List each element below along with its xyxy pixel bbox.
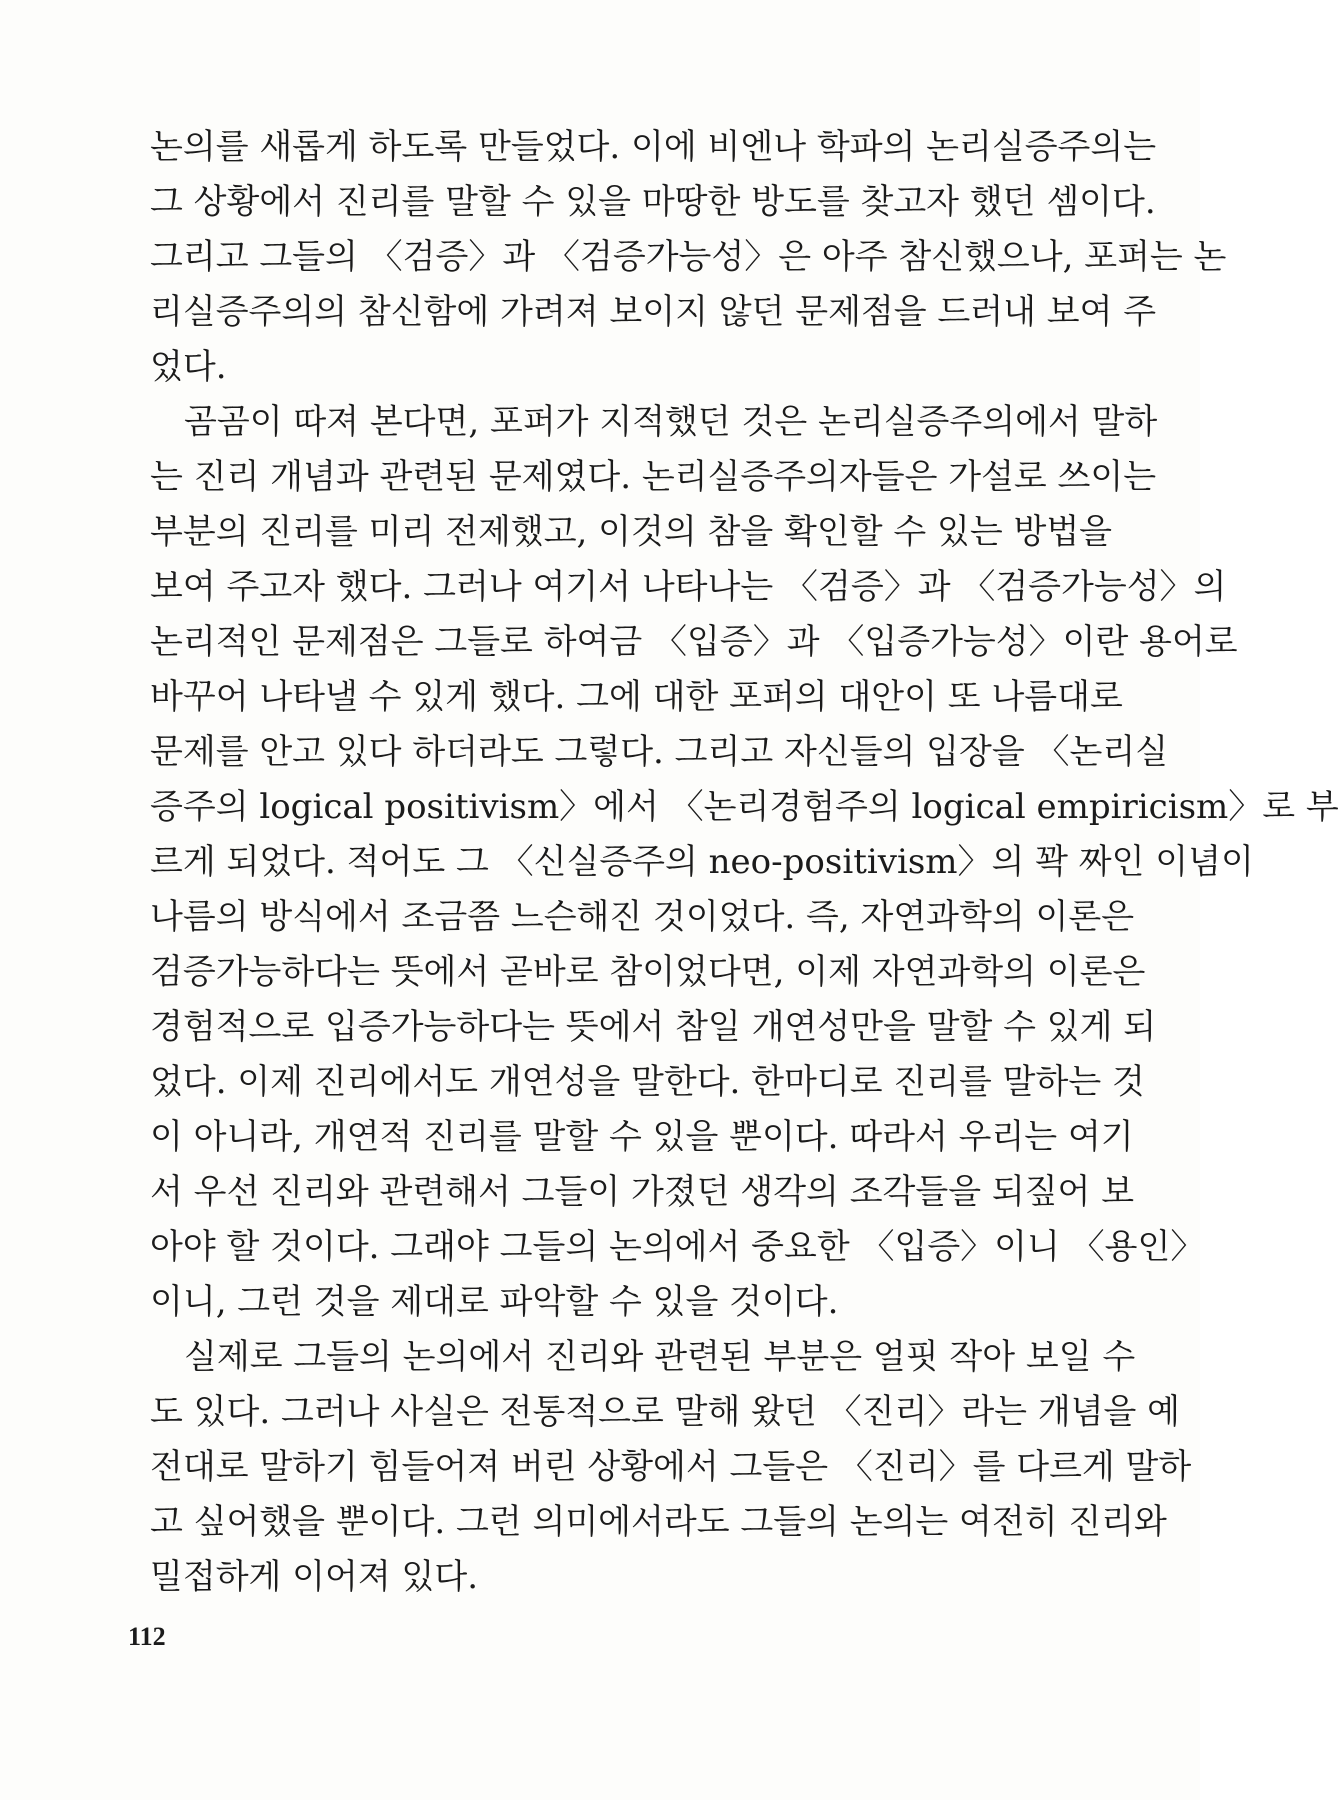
text-line: 그 상황에서 진리를 말할 수 있을 마땅한 방도를 찾고자 했던 셈이다.	[150, 182, 1156, 222]
text-line: 그리고 그들의 〈검증〉과 〈검증가능성〉은 아주 참신했으나, 포퍼는 논	[150, 237, 1227, 277]
text-line: 나름의 방식에서 조금쯤 느슨해진 것이었다. 즉, 자연과학의 이론은	[150, 897, 1135, 937]
text-line: 이니, 그런 것을 제대로 파악할 수 있을 것이다.	[150, 1282, 839, 1322]
text-line: 밀접하게 이어져 있다.	[150, 1557, 479, 1597]
text-line: 곰곰이 따져 본다면, 포퍼가 지적했던 것은 논리실증주의에서 말하	[184, 402, 1158, 442]
text-line: 리실증주의의 참신함에 가려져 보이지 않던 문제점을 드러내 보여 주	[150, 292, 1157, 332]
text-line: 논의를 새롭게 하도록 만들었다. 이에 비엔나 학파의 논리실증주의는	[150, 127, 1157, 167]
text-line: 부분의 진리를 미리 전제했고, 이것의 참을 확인할 수 있는 방법을	[150, 512, 1113, 552]
body-text	[150, 120, 1339, 1605]
text-line: 증주의 logical positivism〉에서 〈논리경험주의 logical empiricism〉로 부	[150, 787, 1339, 827]
text-line: 이 아니라, 개연적 진리를 말할 수 있을 뿐이다. 따라서 우리는 여기	[150, 1117, 1134, 1157]
text-line: 문제를 안고 있다 하더라도 그렇다. 그리고 자신들의 입장을 〈논리실	[150, 732, 1169, 772]
text-line: 었다. 이제 진리에서도 개연성을 말한다. 한마디로 진리를 말하는 것	[150, 1062, 1145, 1102]
text-line: 는 진리 개념과 관련된 문제였다. 논리실증주의자들은 가설로 쓰이는	[150, 457, 1157, 497]
text-line: 고 싶어했을 뿐이다. 그런 의미에서라도 그들의 논의는 여전히 진리와	[150, 1502, 1167, 1542]
text-line: 르게 되었다. 적어도 그 〈신실증주의 neo-positivism〉의 꽉 짜인 이념이	[150, 842, 1254, 882]
text-line: 바꾸어 나타낼 수 있게 했다. 그에 대한 포퍼의 대안이 또 나름대로	[150, 677, 1123, 717]
text-line: 검증가능하다는 뜻에서 곧바로 참이었다면, 이제 자연과학의 이론은	[150, 952, 1146, 992]
text-line: 논리적인 문제점은 그들로 하여금 〈입증〉과 〈입증가능성〉이란 용어로	[150, 622, 1238, 662]
text-line: 실제로 그들의 논의에서 진리와 관련된 부분은 얼핏 작아 보일 수	[184, 1337, 1136, 1377]
text-line: 아야 할 것이다. 그래야 그들의 논의에서 중요한 〈입증〉이니 〈용인〉	[150, 1227, 1205, 1267]
text-line: 전대로 말하기 힘들어져 버린 상황에서 그들은 〈진리〉를 다르게 말하	[150, 1447, 1192, 1487]
text-line: 보여 주고자 했다. 그러나 여기서 나타나는 〈검증〉과 〈검증가능성〉의	[150, 567, 1227, 607]
text-line: 었다.	[150, 347, 227, 387]
text-line: 경험적으로 입증가능하다는 뜻에서 참일 개연성만을 말할 수 있게 되	[150, 1007, 1157, 1047]
text-line: 도 있다. 그러나 사실은 전통적으로 말해 왔던 〈진리〉라는 개념을 예	[150, 1392, 1181, 1432]
text-line: 서 우선 진리와 관련해서 그들이 가졌던 생각의 조각들을 되짚어 보	[150, 1172, 1135, 1212]
page-number: 112	[128, 1622, 166, 1651]
